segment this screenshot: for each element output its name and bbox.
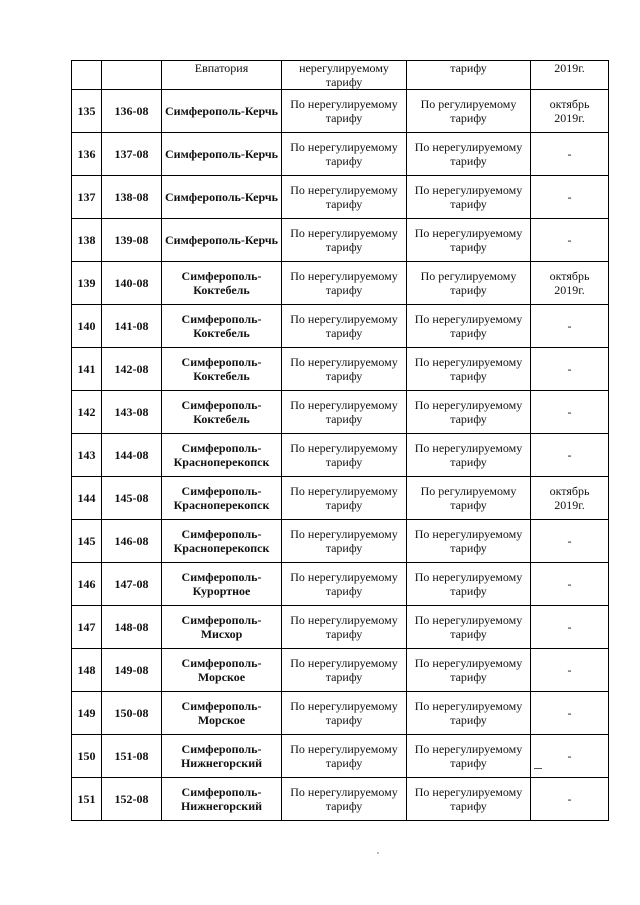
cell-route-code: 141-08 <box>102 305 162 348</box>
table-row <box>72 219 609 262</box>
cell-tariff-new: По нерегулируемому тарифу <box>407 434 531 477</box>
cell-change-date: - <box>531 649 609 692</box>
cell-change-date: - <box>531 606 609 649</box>
cell-tariff-new: По нерегулируемому тарифу <box>407 176 531 219</box>
cell-tariff-new: По нерегулируемому тарифу <box>407 563 531 606</box>
table-row <box>72 606 609 649</box>
table-row <box>72 477 609 520</box>
cell-tariff-new: По нерегулируемому тарифу <box>407 520 531 563</box>
cell-number: 149 <box>72 692 102 735</box>
cell-number: 138 <box>72 219 102 262</box>
cell-number: 139 <box>72 262 102 305</box>
cell-tariff-current: По нерегулируемому тарифу <box>282 391 407 434</box>
cell-route-code: 142-08 <box>102 348 162 391</box>
routes-table <box>71 60 609 821</box>
cell-route-name: Симферополь-Коктебель <box>162 262 282 305</box>
cell-number: 140 <box>72 305 102 348</box>
cell-tariff-current: По нерегулируемому тарифу <box>282 692 407 735</box>
table-row <box>72 778 609 821</box>
cell-route-name: Симферополь-Коктебель <box>162 391 282 434</box>
cell-tariff-current: По нерегулируемому тарифу <box>282 735 407 778</box>
cell-change-date: - <box>531 692 609 735</box>
cell-route-code: 143-08 <box>102 391 162 434</box>
cell-route-code: 137-08 <box>102 133 162 176</box>
cell-route-name: Симферополь-Морское <box>162 649 282 692</box>
cell-tariff-current: По нерегулируемому тарифу <box>282 262 407 305</box>
cell-change-date: - <box>531 348 609 391</box>
cell-tariff-current: По нерегулируемому тарифу <box>282 606 407 649</box>
cell-route-name: Симферополь-Керчь <box>162 90 282 133</box>
cell-tariff-new: По нерегулируемому тарифу <box>407 305 531 348</box>
cell-tariff-new: По нерегулируемому тарифу <box>407 133 531 176</box>
cell-route-name: Симферополь-Морское <box>162 692 282 735</box>
cell-change-date: октябрь 2019г. <box>531 477 609 520</box>
table-row <box>72 649 609 692</box>
cell-number: 146 <box>72 563 102 606</box>
cell-route-code: 151-08 <box>102 735 162 778</box>
cell-tariff-current: По нерегулируемому тарифу <box>282 348 407 391</box>
table-row <box>72 520 609 563</box>
table-row <box>72 735 609 778</box>
cell-number: 150 <box>72 735 102 778</box>
cell-number <box>72 61 102 90</box>
cell-change-date: октябрь 2019г. <box>531 90 609 133</box>
cell-tariff-current: По нерегулируемому тарифу <box>282 176 407 219</box>
cell-tariff-new: По нерегулируемому тарифу <box>407 391 531 434</box>
table-row <box>72 563 609 606</box>
cell-tariff-current: По нерегулируемому тарифу <box>282 477 407 520</box>
cell-number: 145 <box>72 520 102 563</box>
cell-tariff-current: По нерегулируемому тарифу <box>282 778 407 821</box>
cell-tariff-new: тарифу <box>407 61 531 90</box>
cell-change-date: - <box>531 735 609 778</box>
cell-change-date: - <box>531 520 609 563</box>
cell-number: 142 <box>72 391 102 434</box>
cell-tariff-new: По регулируемому тарифу <box>407 90 531 133</box>
scan-speck <box>377 852 379 854</box>
cell-tariff-new: По нерегулируемому тарифу <box>407 348 531 391</box>
cell-tariff-current: По нерегулируемому тарифу <box>282 520 407 563</box>
cell-route-code: 144-08 <box>102 434 162 477</box>
cell-route-name: Симферополь-Керчь <box>162 133 282 176</box>
cell-change-date: октябрь 2019г. <box>531 262 609 305</box>
cell-tariff-current: По нерегулируемому тарифу <box>282 219 407 262</box>
cell-route-name: Симферополь-Коктебель <box>162 348 282 391</box>
cell-tariff-new: По нерегулируемому тарифу <box>407 778 531 821</box>
cell-tariff-new: По регулируемому тарифу <box>407 262 531 305</box>
cell-route-code: 147-08 <box>102 563 162 606</box>
cell-route-name: Симферополь-Керчь <box>162 176 282 219</box>
cell-route-name: Евпатория <box>162 61 282 90</box>
cell-tariff-new: По нерегулируемому тарифу <box>407 649 531 692</box>
cell-route-code: 150-08 <box>102 692 162 735</box>
cell-route-name: Симферополь-Курортное <box>162 563 282 606</box>
cell-tariff-new: По нерегулируемому тарифу <box>407 735 531 778</box>
cell-number: 135 <box>72 90 102 133</box>
cell-number: 137 <box>72 176 102 219</box>
cell-route-name: Симферополь-Коктебель <box>162 305 282 348</box>
cell-change-date: - <box>531 176 609 219</box>
cell-route-name: Симферополь-Нижнегорский <box>162 778 282 821</box>
cell-number: 151 <box>72 778 102 821</box>
cell-tariff-new: По нерегулируемому тарифу <box>407 219 531 262</box>
cell-tariff-current: По нерегулируемому тарифу <box>282 305 407 348</box>
cell-route-code: 136-08 <box>102 90 162 133</box>
cell-route-code: 139-08 <box>102 219 162 262</box>
table-row <box>72 391 609 434</box>
cell-route-name: Симферополь-Мисхор <box>162 606 282 649</box>
cell-tariff-new: По регулируемому тарифу <box>407 477 531 520</box>
cell-number: 144 <box>72 477 102 520</box>
cell-route-name: Симферополь-Красноперекопск <box>162 477 282 520</box>
cell-change-date: - <box>531 391 609 434</box>
cell-tariff-new: По нерегулируемому тарифу <box>407 606 531 649</box>
cell-change-date: - <box>531 219 609 262</box>
cell-tariff-current: По нерегулируемому тарифу <box>282 90 407 133</box>
cell-route-code <box>102 61 162 90</box>
cell-number: 148 <box>72 649 102 692</box>
table-row <box>72 176 609 219</box>
cell-change-date: 2019г. <box>531 61 609 90</box>
cell-tariff-current: По нерегулируемому тарифу <box>282 133 407 176</box>
cell-change-date: - <box>531 778 609 821</box>
cell-tariff-new: По нерегулируемому тарифу <box>407 692 531 735</box>
cell-tariff-current: По нерегулируемому тарифу <box>282 649 407 692</box>
table-row <box>72 133 609 176</box>
cell-route-code: 138-08 <box>102 176 162 219</box>
table-row-continued <box>72 61 609 90</box>
table-row <box>72 348 609 391</box>
cell-change-date: - <box>531 563 609 606</box>
cell-number: 136 <box>72 133 102 176</box>
cell-change-date: - <box>531 305 609 348</box>
cell-route-code: 152-08 <box>102 778 162 821</box>
cell-number: 143 <box>72 434 102 477</box>
cell-tariff-current: По нерегулируемому тарифу <box>282 563 407 606</box>
cell-route-code: 145-08 <box>102 477 162 520</box>
cell-tariff-current: По нерегулируемому тарифу <box>282 434 407 477</box>
cell-route-name: Симферополь-Красноперекопск <box>162 520 282 563</box>
table-row <box>72 434 609 477</box>
table-row <box>72 262 609 305</box>
cell-route-code: 140-08 <box>102 262 162 305</box>
cell-number: 141 <box>72 348 102 391</box>
stray-mark <box>534 768 542 769</box>
cell-route-code: 148-08 <box>102 606 162 649</box>
routes-table-body <box>72 61 609 821</box>
cell-route-name: Симферополь-Керчь <box>162 219 282 262</box>
table-row <box>72 90 609 133</box>
cell-route-name: Симферополь-Красноперекопск <box>162 434 282 477</box>
table-row <box>72 692 609 735</box>
cell-route-code: 149-08 <box>102 649 162 692</box>
cell-change-date: - <box>531 133 609 176</box>
cell-route-code: 146-08 <box>102 520 162 563</box>
cell-route-name: Симферополь-Нижнегорский <box>162 735 282 778</box>
cell-change-date: - <box>531 434 609 477</box>
table-row <box>72 305 609 348</box>
cell-number: 147 <box>72 606 102 649</box>
cell-tariff-current: нерегулируемому тарифу <box>282 61 407 90</box>
